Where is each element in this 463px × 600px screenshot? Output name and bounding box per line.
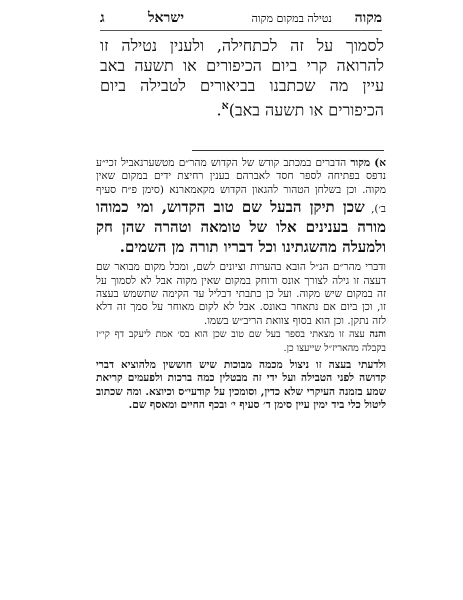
main-text — [100, 36, 384, 120]
footnote-emphasis: שכן תיקן הבעל שם טוב הקדוש, ומי כמוהו מורה בענינים אלו של טומאה וטהרה שהן חק ולמעלה מהשגתינו וכל דבריו תורה מן השמים. — [96, 198, 386, 257]
header-subtitle: נטילה במקום מקוה — [251, 12, 332, 25]
footnote-paragraph-4: ולדעתי בעצה זו ניצול מכמה מבוכות שיש חוששין מלהוציא דברי קדושה לפני הטבילה ועל ידי זה מבטלין כמה ברכות ולפעמים קריאת שמע בזמנה העיקרי שלא כדין, וסומכין על קודעי״ס וכיוצא. ומה שכתוב ליטול כלי ביד ימין עיין סימן ד׳ סעיף י׳ ובכף החיים ומאסף שם. — [96, 359, 386, 412]
header-title: ישראל — [148, 10, 184, 26]
footnote-reference: א — [221, 99, 229, 112]
footnote-body: הדברים במכתב קודש של הקדוש מהר״ם מטשערנאביל זכי״ע נדפס בפתיחה לספר חסד לאברהם בענין רחיצת ידים במקום שאין מקוה. וכן בשלחן הטהור להגאון הקדוש מקאמארנא (סימן פ״ח סעיף ב׳), — [96, 157, 386, 216]
footnote-paragraph-3 — [96, 328, 386, 355]
footnotes — [96, 157, 386, 413]
running-header — [100, 10, 382, 31]
footnote-a — [96, 157, 386, 257]
footnote-paragraph-2: ודברי מהר״ם הנ״ל הובא בהערות וציונים לשם, ומכל מקום מבואר שם דעצה זו גילה לצורך אונס ודוחק במקום שאין מקוה אבל לא לסמוך על זה במקום שיש מקוה. ועל כן כתבתי דבליל עד הקימה שתשמש בעצה זו, וכן ביום אם נתאחר באונס. אבל לא לקום מאוחר על סמך זה דלא לזה נתקן. וכן הוא בסוף צוואת הריב״ש בשמו. — [96, 261, 386, 327]
paragraph-3-body: עצה זו מצאתי בספר בעל שם טוב שכן הוא בס׳ אמת ליעקב דף קי״ז בקבלה מהאריז״ל שייעצו כן. — [96, 329, 386, 354]
main-paragraph-body: לסמוך על זה לכתחילה, ולענין נטילה זו להרואה קרי ביום הכיפורים או תשעה באב עיין מה שכתבנו בביאורים לטבילה ביום הכיפורים או תשעה באב) — [100, 36, 384, 120]
main-paragraph: לסמוך על זה לכתחילה, ולענין נטילה זו להרואה קרי ביום הכיפורים או תשעה באב עיין מה שכתבנו בביאורים לטבילה ביום הכיפורים או תשעה באב)$^א$. — [100, 36, 384, 120]
paragraph-3-lead: והנה — [369, 329, 386, 341]
header-section: מקוה — [354, 10, 382, 26]
footnote-divider — [192, 150, 384, 151]
footnote-marker: א) — [374, 157, 387, 169]
footnote-lead: מקור — [350, 157, 371, 169]
page-number: ג — [100, 10, 105, 26]
